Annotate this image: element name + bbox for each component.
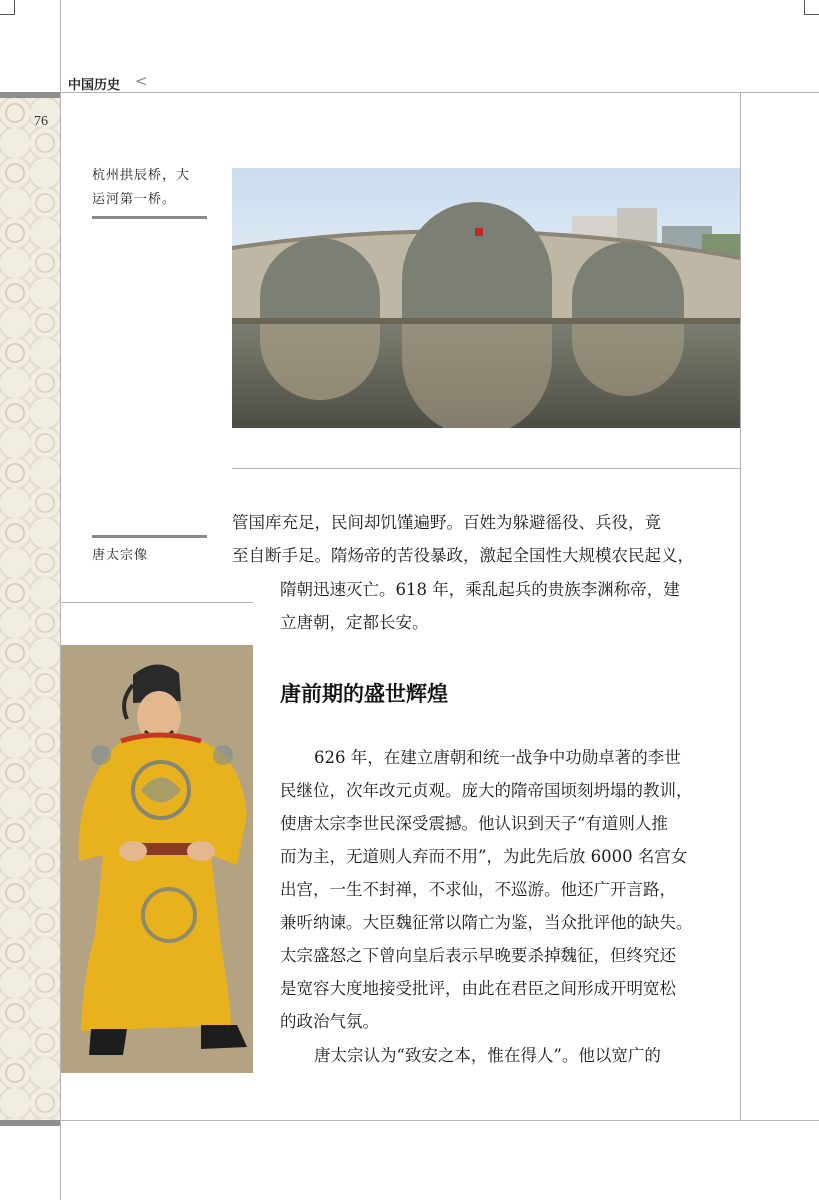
portrait-caption-bar [92, 535, 207, 538]
decorative-cloud-strip [0, 98, 60, 1120]
section-heading: 唐前期的盛世辉煌 [280, 682, 448, 706]
portrait-separator-rule [61, 602, 253, 603]
section-line-8: 是宽容大度地接受批评，由此在君臣之间形成开明宽松 [280, 979, 676, 998]
header-rule [60, 92, 819, 93]
bridge-photo [232, 168, 740, 428]
section-line-1: 626 年，在建立唐朝和统一战争中功勋卓著的李世 [314, 748, 681, 767]
crop-mark-top-right [804, 0, 819, 15]
decorative-strip-bottom-bar [0, 1120, 60, 1126]
crop-mark-top-left [0, 0, 15, 15]
bridge-caption [92, 164, 210, 212]
intro-line-4: 立唐朝，定都长安。 [280, 613, 429, 632]
section-line-9: 的政治气氛。 [280, 1012, 379, 1031]
portrait-caption: 唐太宗像 [92, 548, 149, 563]
decorative-strip-top-bar [0, 92, 60, 98]
section-line-2: 民继位，次年改元贞观。庞大的隋帝国顷刻坍塌的教训， [280, 781, 693, 800]
chevron-left-icon: < [135, 72, 148, 90]
tang-taizong-portrait [61, 645, 253, 1073]
section-line-10: 唐太宗认为“致安之本，惟在得人”。他以宽广的 [314, 1046, 661, 1065]
bridge-caption-line-1: 杭州拱辰桥，大 [92, 168, 191, 183]
section-line-5: 出宫，一生不封禅，不求仙，不巡游。他还广开言路， [280, 880, 676, 899]
section-line-6: 兼听纳谏。大臣魏征常以隋亡为鉴，当众批评他的缺失。 [280, 913, 693, 932]
right-column-line [740, 92, 741, 1120]
section-line-7: 太宗盛怒之下曾向皇后表示早晚要杀掉魏征，但终究还 [280, 946, 676, 965]
running-header-title: 中国历史 [68, 78, 121, 93]
intro-line-1: 管国库充足，民间却饥馑遍野。百姓为躲避徭役、兵役，竟 [232, 513, 661, 532]
bridge-caption-bar [92, 216, 207, 219]
page-number: 76 [34, 114, 48, 129]
bridge-caption-line-2: 运河第一桥。 [92, 192, 177, 207]
section-line-3: 使唐太宗李世民深受震撼。他认识到天子“有道则人推 [280, 814, 668, 833]
section-line-4: 而为主，无道则人弃而不用”，为此先后放 6000 名宫女 [280, 847, 688, 866]
photo-separator-rule [232, 468, 740, 469]
footer-rule [0, 1120, 819, 1121]
intro-line-3: 隋朝迅速灭亡。618 年，乘乱起兵的贵族李渊称帝，建 [280, 580, 680, 599]
intro-line-2: 至自断手足。隋炀帝的苦役暴政，激起全国性大规模农民起义， [232, 546, 694, 565]
